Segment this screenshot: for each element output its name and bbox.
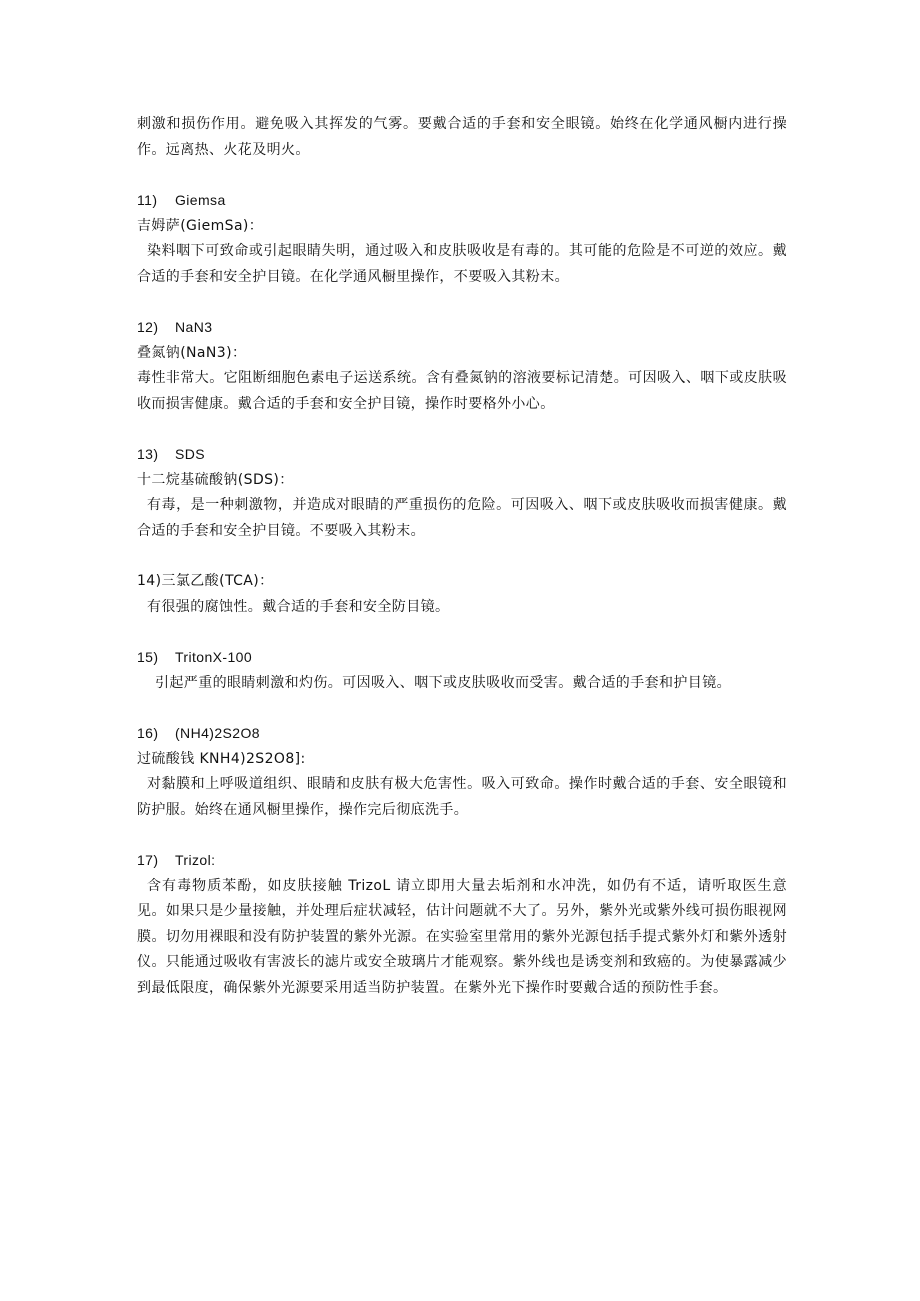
section-number: 11) — [137, 192, 158, 208]
section-subtitle: 吉姆萨(GiemSa)： — [137, 217, 264, 234]
section-subtitle: 叠氮钠(NaN3)： — [137, 344, 247, 361]
section-title: SDS — [175, 446, 205, 462]
section-giemsa — [137, 188, 787, 290]
section-nan3 — [137, 315, 787, 417]
section-number: 17) — [137, 852, 159, 868]
section-body: 染料咽下可致命或引起眼睛失明，通过吸入和皮肤吸收是有毒的。其可能的危险是不可逆的效应。戴合适的手套和安全护目镜。在化学通风橱里操作，不要吸入其粉末。 — [137, 243, 787, 285]
section-body: 毒性非常大。它阻断细胞色素电子运送系统。含有叠氮钠的溶液要标记清楚。可因吸入、咽下或皮肤吸收而损害健康。戴合适的手套和安全护目镜，操作时要格外小心。 — [137, 370, 787, 412]
section-body: 对黏膜和上呼吸道组织、眼睛和皮肤有极大危害性。吸入可致命。操作时戴合适的手套、安全眼镜和防护服。始终在通风橱里操作，操作完后彻底洗手。 — [137, 776, 787, 818]
section-title: Trizol: — [175, 852, 216, 868]
section-heading: 14)三氯乙酸(TCA)： — [137, 573, 274, 589]
section-heading — [137, 848, 787, 874]
section-body: 有很强的腐蚀性。戴合适的手套和安全防目镜。 — [147, 598, 450, 615]
section-sds — [137, 442, 787, 544]
section-body: 含有毒物质苯酚，如皮肤接触 TrizoL 请立即用大量去垢剂和水冲洗，如仍有不适，请听取医生意见。如果只是少量接触，并处理后症状减轻，估计问题就不大了。另外，紫外光或紫外线可损伤眼视网膜。切勿用裸眼和没有防护装置的紫外光源。在实验室里常用的紫外光源包括手提式紫外灯和紫外透射仪。只能通过吸收有害波长的滤片或安全玻璃片才能观察。紫外线也是诱变剂和致癌的。为使暴露减少到最低限度，确保紫外光源要采用适当防护装置。在紫外光下操作时要戴合适的预防性手套。 — [137, 877, 787, 996]
section-triton — [137, 645, 787, 696]
section-title: Giemsa — [175, 192, 226, 208]
section-body: 引起严重的眼睛刺激和灼伤。可因吸入、咽下或皮肤吸收而受害。戴合适的手套和护目镜。 — [155, 674, 731, 691]
section-heading — [137, 442, 787, 468]
section-subtitle: 过硫酸钱 KNH4)2S2O8]: — [137, 750, 306, 767]
section-title: TritonX-100 — [175, 649, 253, 665]
section-body: 有毒，是一种刺激物，并造成对眼睛的严重损伤的危险。可因吸入、咽下或皮肤吸收而损害健康。戴合适的手套和安全护目镜。不要吸入其粉末。 — [137, 497, 787, 539]
section-title: (NH4)2S2O8 — [175, 725, 260, 741]
section-heading — [137, 645, 787, 671]
intro-paragraph: 刺激和损伤作用。避免吸入其挥发的气雾。要戴合适的手套和安全眼镜。始终在化学通风橱内进行操作。远离热、火花及明火。 — [137, 116, 787, 158]
section-number: 15) — [137, 649, 159, 665]
intro-section — [137, 112, 787, 163]
section-tca — [137, 569, 787, 620]
section-persulfate — [137, 721, 787, 823]
section-heading — [137, 188, 787, 214]
section-number: 13) — [137, 446, 159, 462]
section-heading — [137, 315, 787, 341]
section-trizol — [137, 848, 787, 1001]
document-page — [137, 112, 787, 1001]
section-title: NaN3 — [175, 319, 213, 335]
section-heading — [137, 721, 787, 747]
section-number: 16) — [137, 725, 159, 741]
section-subtitle: 十二烷基硫酸钠(SDS)： — [137, 471, 294, 488]
section-number: 12) — [137, 319, 159, 335]
